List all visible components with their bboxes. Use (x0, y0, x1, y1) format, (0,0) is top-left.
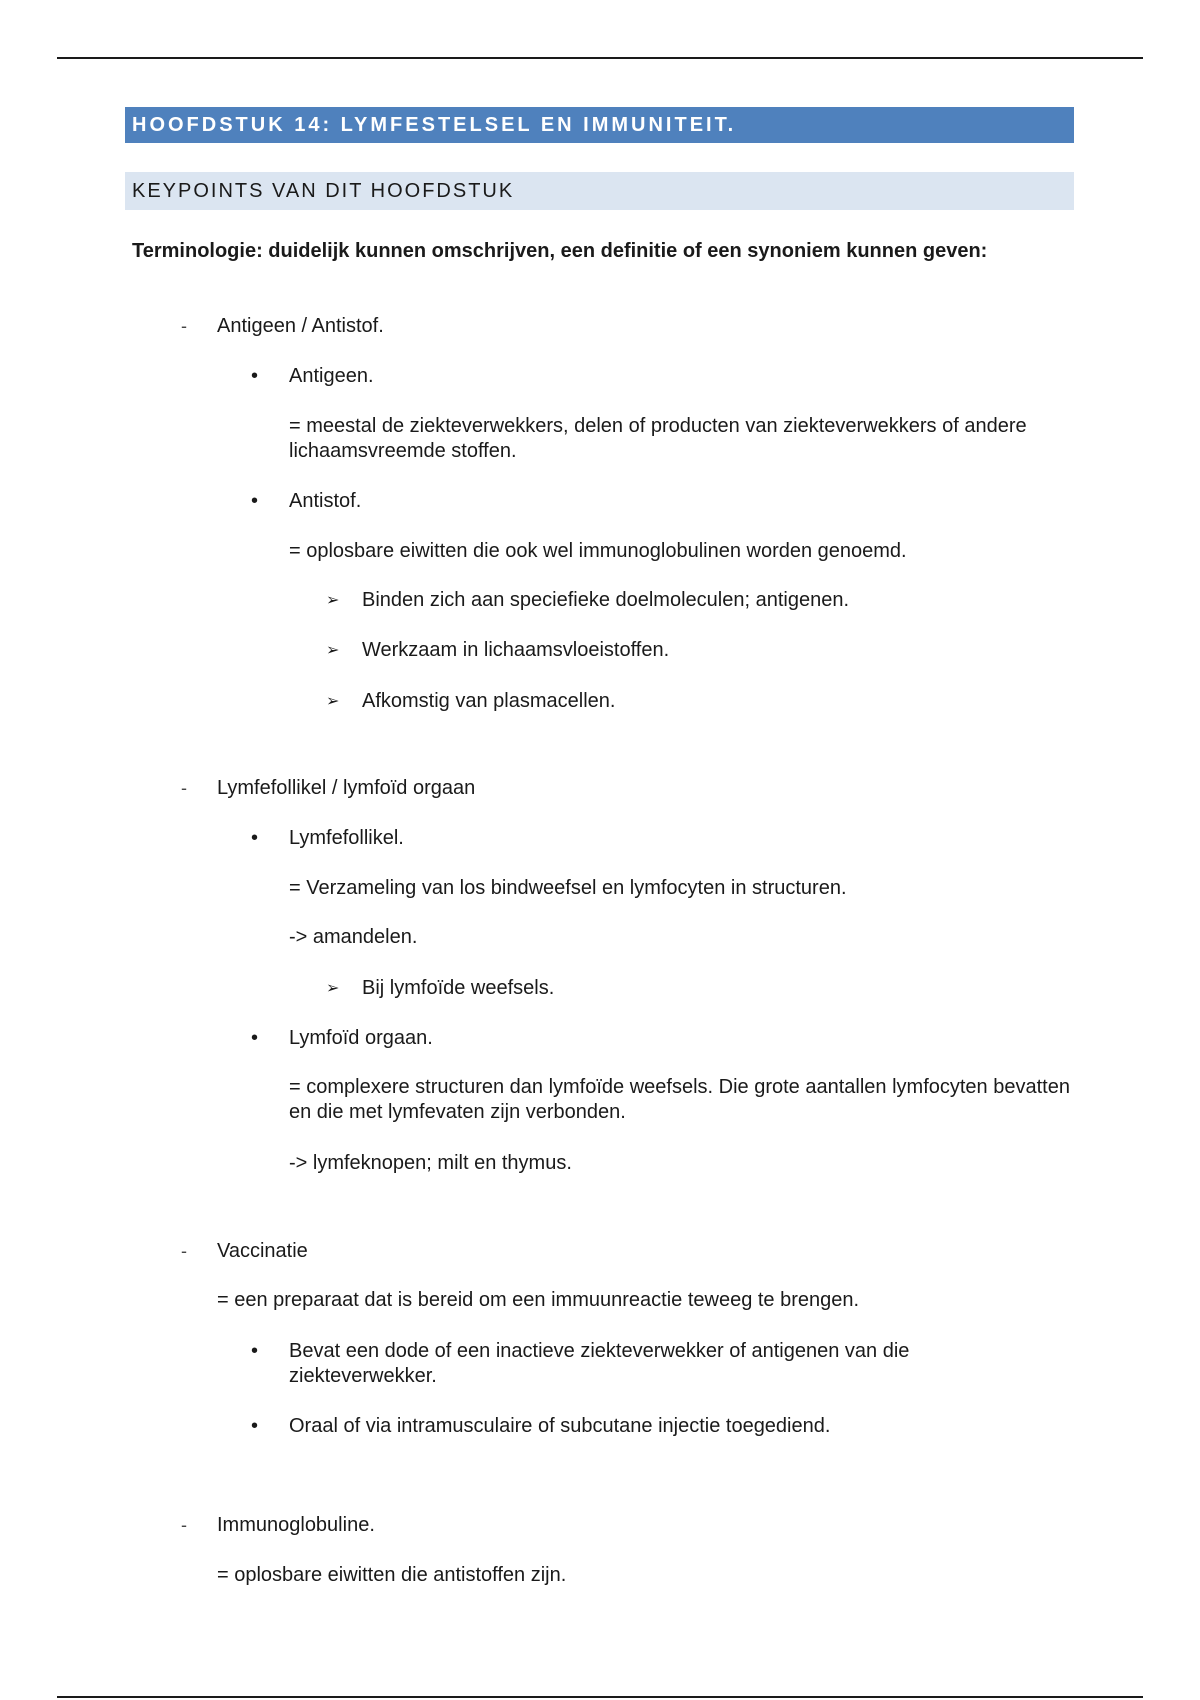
bullet-marker: • (251, 490, 259, 512)
keypoints-heading: KEYPOINTS VAN DIT HOOFDSTUK (125, 172, 1074, 210)
definition-lymfefollikel: = Verzameling van los bindweefsel en lymfocyten in structuren. (289, 877, 847, 899)
terminology-intro: Terminologie: duidelijk kunnen omschrijven, een definitie of een synoniem kunnen geven: (132, 240, 988, 262)
definition-vaccinatie: = een preparaat dat is bereid om een immuunreactie teweeg te brengen. (217, 1289, 860, 1311)
arrow-marker: ➢ (326, 592, 340, 609)
arrow-marker: ➢ (326, 642, 340, 659)
bullet-marker: • (251, 1027, 259, 1049)
arrow-marker: ➢ (326, 980, 340, 997)
definition-antistof: = oplosbare eiwitten die ook wel immunoglobulinen worden genoemd. (289, 540, 907, 562)
term-antigeen-antistof: Antigeen / Antistof. (217, 315, 384, 337)
arrow-marker: ➢ (326, 693, 340, 710)
label-lymfoid-orgaan: Lymfoïd orgaan. (289, 1027, 433, 1049)
antistof-point: Afkomstig van plasmacellen. (362, 690, 616, 712)
dash-marker: - (181, 316, 187, 336)
chapter-heading: HOOFDSTUK 14: LYMFESTELSEL EN IMMUNITEIT. (125, 107, 1074, 143)
definition-immunoglobuline: = oplosbare eiwitten die antistoffen zijn. (217, 1564, 567, 1586)
example-lymfoid-orgaan: -> lymfeknopen; milt en thymus. (289, 1152, 572, 1174)
term-lymfefollikel-orgaan: Lymfefollikel / lymfoïd orgaan (217, 777, 476, 799)
bullet-marker: • (251, 365, 259, 387)
term-immunoglobuline: Immunoglobuline. (217, 1514, 375, 1536)
label-antigeen: Antigeen. (289, 365, 374, 387)
dash-marker: - (181, 1515, 187, 1535)
term-vaccinatie: Vaccinatie (217, 1240, 308, 1262)
bullet-marker: • (251, 1340, 259, 1362)
bullet-marker: • (251, 1415, 259, 1437)
definition-lymfoid-orgaan: = complexere structuren dan lymfoïde weefsels. Die grote aantallen lymfocyten bevatten en die met lymfevaten zijn verbonden. (289, 1076, 1070, 1123)
dash-marker: - (181, 778, 187, 798)
vaccinatie-bullet: Bevat een dode of een inactieve ziekteverwekker of antigenen van die ziekteverwekker. (289, 1340, 910, 1387)
vaccinatie-bullet: Oraal of via intramusculaire of subcutane injectie toegediend. (289, 1415, 831, 1437)
antistof-point: Werkzaam in lichaamsvloeistoffen. (362, 639, 670, 661)
antistof-point: Binden zich aan speciefieke doelmoleculen; antigenen. (362, 589, 850, 611)
label-antistof: Antistof. (289, 490, 362, 512)
definition-antigeen: = meestal de ziekteverwekkers, delen of producten van ziekteverwekkers of andere lichaamsvreemde stoffen. (289, 415, 1027, 462)
bottom-rule (57, 1696, 1143, 1698)
dash-marker: - (181, 1241, 187, 1261)
lymfefollikel-point: Bij lymfoïde weefsels. (362, 977, 555, 999)
label-lymfefollikel: Lymfefollikel. (289, 827, 404, 849)
example-lymfefollikel: -> amandelen. (289, 926, 418, 948)
bullet-marker: • (251, 827, 259, 849)
